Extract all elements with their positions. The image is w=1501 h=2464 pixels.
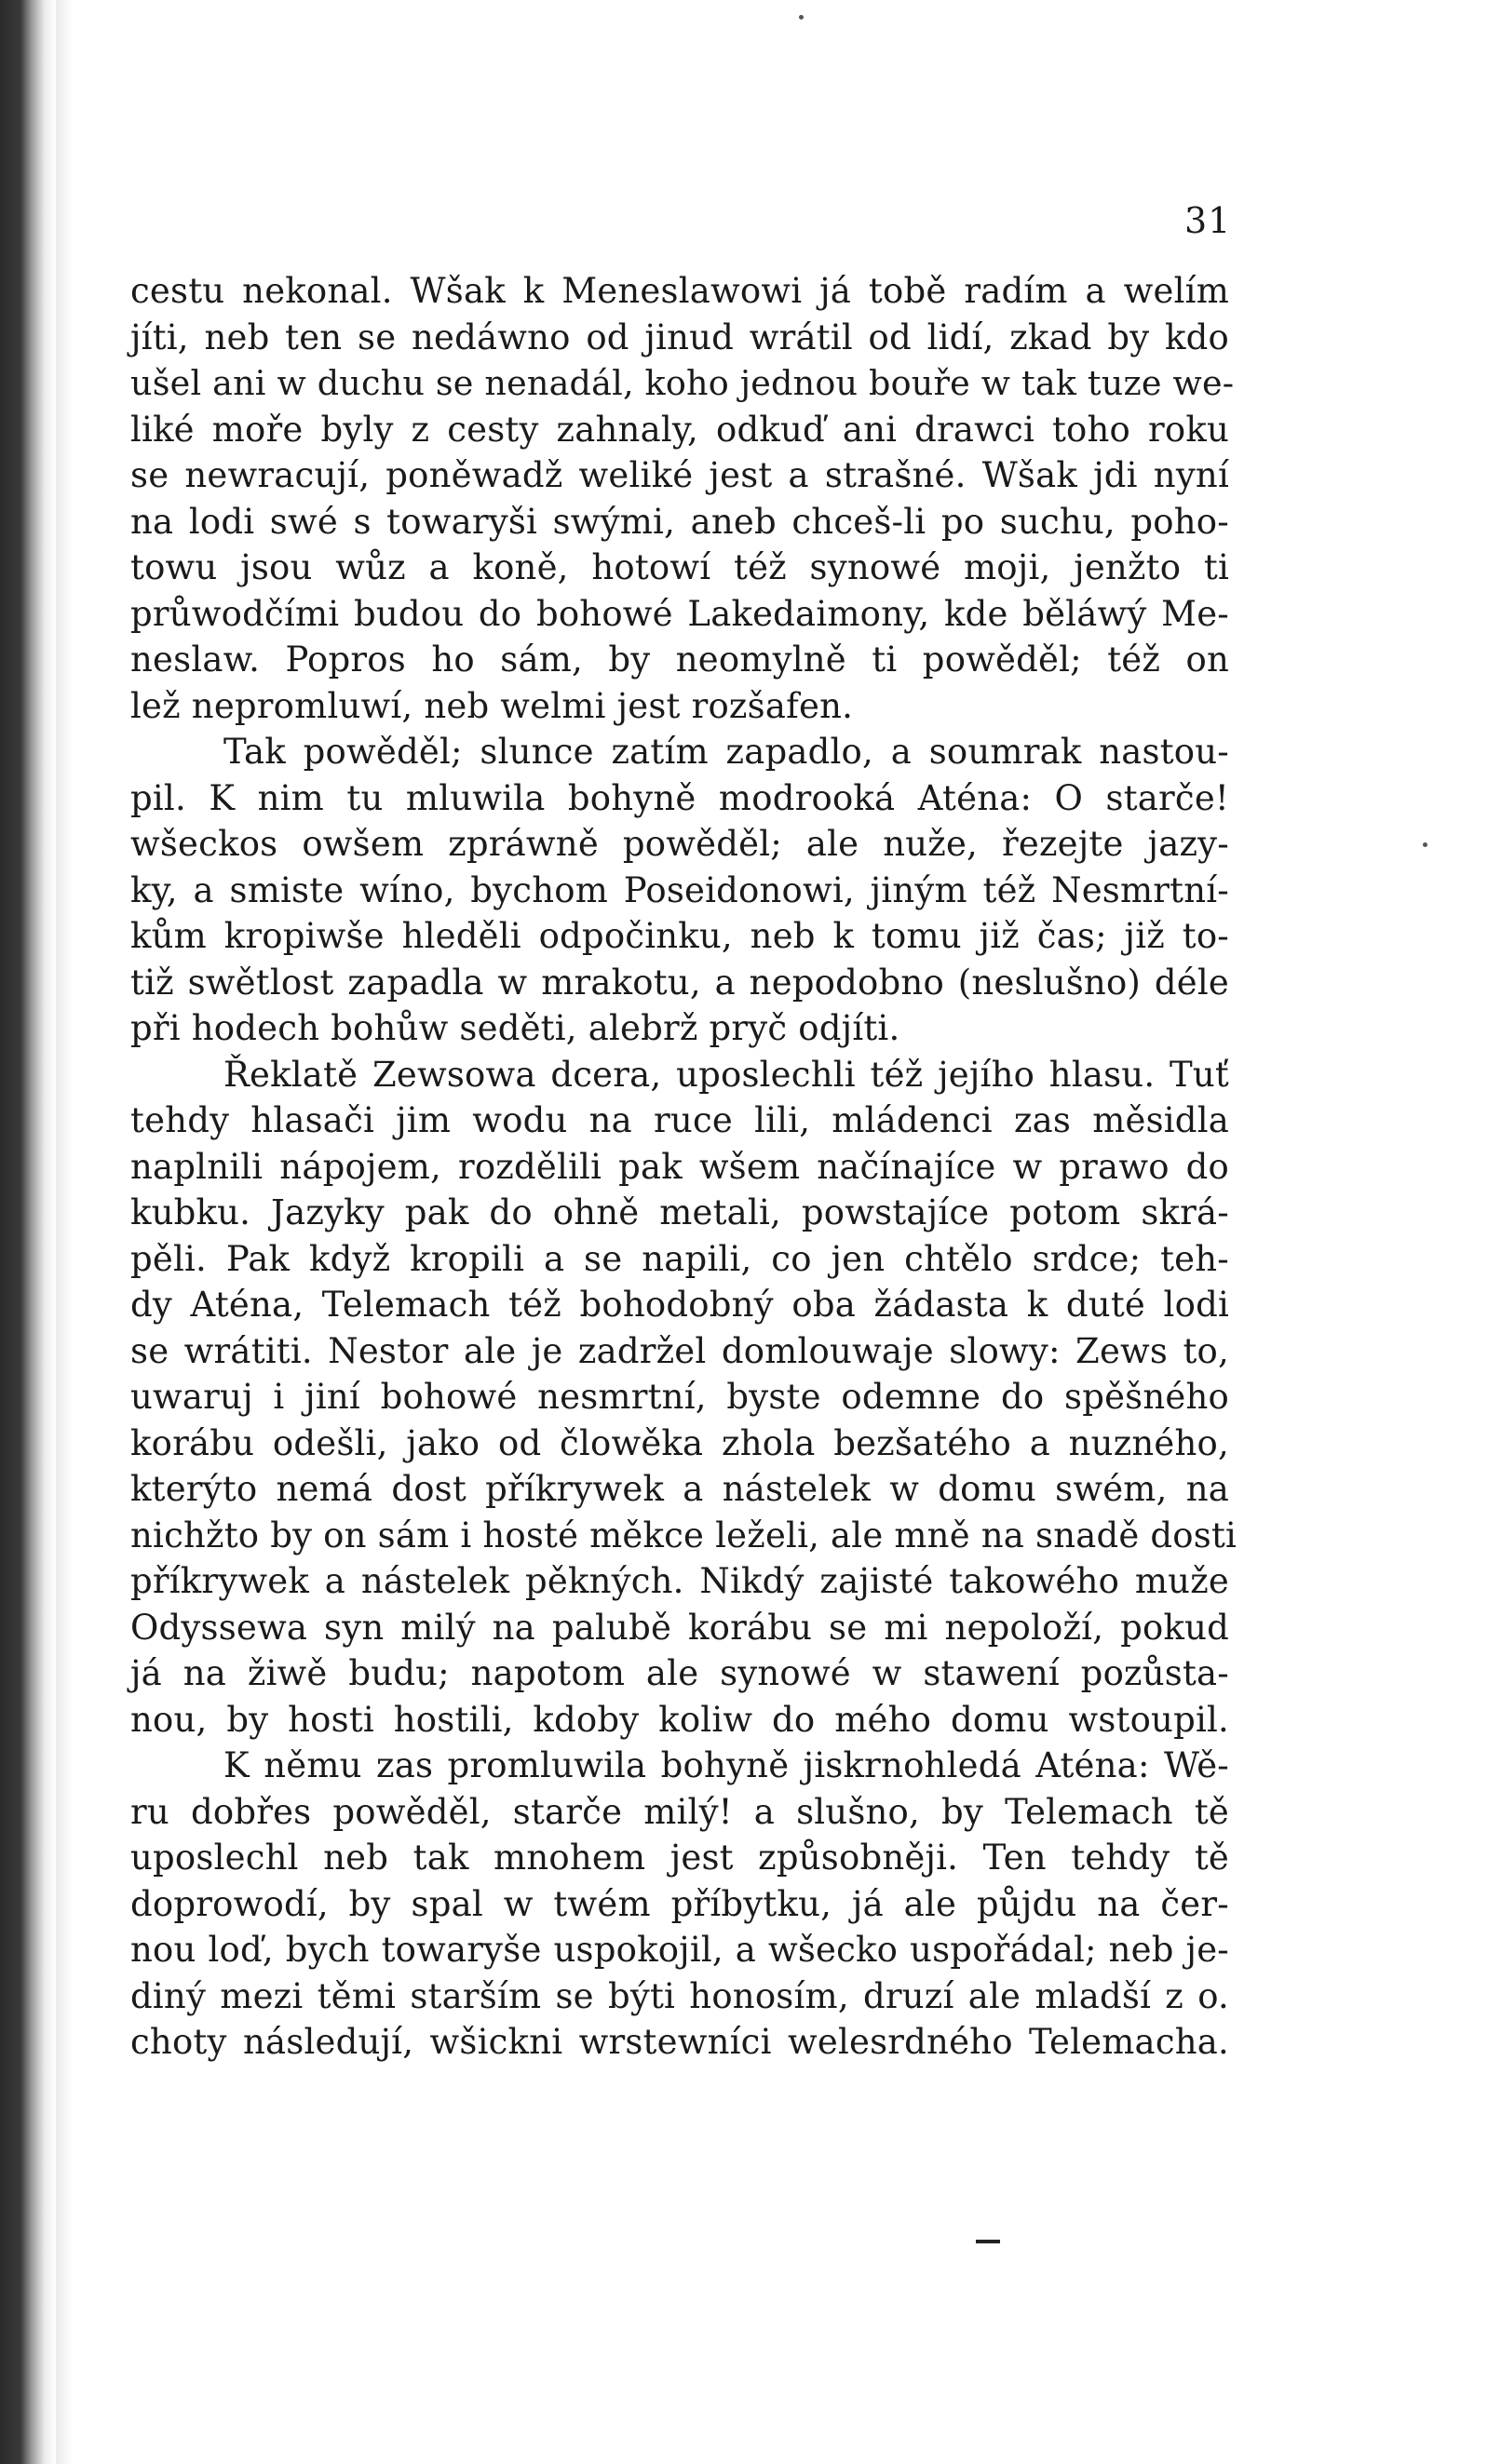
text-line: já na žiwě budu; napotom ale synowé w stawení pozůsta- bbox=[130, 1653, 1229, 1693]
scan-speck bbox=[799, 15, 804, 20]
body-text bbox=[130, 268, 1237, 2066]
text-line: choty následují, wšickni wrstewníci welesrdného Telemacha. bbox=[130, 2022, 1229, 2062]
text-line: Odyssewa syn milý na palubě korábu se mi nepoloží, pokud bbox=[130, 1607, 1229, 1648]
text-line: se wrátiti. Nestor ale je zadržel domlouwaje slowy: Zews to, bbox=[130, 1330, 1229, 1371]
text-line: uwaruj i jiní bohowé nesmrtní, byste odemne do spěšného bbox=[130, 1377, 1229, 1417]
text-line: se newracují, poněwadž weliké jest a strašné. Wšak jdi nyní bbox=[130, 455, 1229, 495]
text-line: tehdy hlasači jim wodu na ruce lili, mládenci zas měsidla bbox=[130, 1100, 1229, 1140]
end-dash bbox=[976, 2240, 1000, 2243]
scan-binding-edge bbox=[0, 0, 56, 2464]
text-line: nichžto by on sám i hosté měkce leželi, ale mně na snadě dosti bbox=[130, 1515, 1237, 1555]
text-line: nou loď, bych towaryše uspokojil, a wšecko uspořádal; neb je- bbox=[130, 1930, 1229, 1970]
text-line: ušel ani w duchu se nenadál, koho jednou bouře w tak tuze we- bbox=[130, 363, 1235, 403]
scan-edge-shadow bbox=[56, 0, 73, 2464]
text-line: na lodi swé s towaryši swými, aneb chceš-li po suchu, poho- bbox=[130, 501, 1229, 542]
text-line: liké moře byly z cesty zahnaly, odkuď ani drawci toho roku bbox=[130, 409, 1229, 450]
text-line: kterýto nemá dost příkrywek a nástelek w domu swém, na bbox=[130, 1469, 1229, 1509]
text-line: ky, a smiste wíno, bychom Poseidonowi, jiným též Nesmrtní- bbox=[130, 869, 1229, 910]
text-line: dy Aténa, Telemach též bohodobný oba žádasta k duté lodi bbox=[130, 1285, 1229, 1325]
text-line: wšeckos owšem zpráwně powěděl; ale nuže, řezejte jazy- bbox=[130, 824, 1229, 864]
text-line: příkrywek a nástelek pěkných. Nikdý zajisté takowého muže bbox=[130, 1561, 1229, 1601]
text-line: ru dobřes powěděl, starče milý! a slušno, by Telemach tě bbox=[130, 1791, 1229, 1832]
text-line: doprowodí, by spal w twém příbytku, já ale půjdu na čer- bbox=[130, 1883, 1229, 1924]
text-line: kům kropiwše hleděli odpočinku, neb k tomu již čas; již to- bbox=[130, 916, 1229, 956]
text-line: tiž swětlost zapadla w mrakotu, a nepodobno (neslušno) déle bbox=[130, 962, 1229, 1003]
text-line: uposlechl neb tak mnohem jest způsobněji. Ten tehdy tě bbox=[130, 1838, 1229, 1878]
text-line: towu jsou wůz a koně, hotowí též synowé moji, jenžto ti bbox=[130, 547, 1229, 587]
text-line: při hodech bohůw seděti, alebrž pryč odjíti. bbox=[130, 1008, 900, 1048]
text-line: pěli. Pak když kropili a se napili, co jen chtělo srdce; teh- bbox=[130, 1238, 1229, 1279]
text-line: jíti, neb ten se nedáwno od jinud wrátil od lidí, zkad by kdo bbox=[130, 316, 1229, 357]
text-line: kubku. Jazyky pak do ohně metali, powstajíce potom skrá- bbox=[130, 1192, 1229, 1232]
text-line: korábu odešli, jako od člowěka zhola bezšatého a nuzného, bbox=[130, 1422, 1229, 1463]
text-line: cestu nekonal. Wšak k Meneslawowi já tobě radím a welím bbox=[130, 271, 1229, 311]
text-line: Řeklatě Zewsowa dcera, uposlechli též jejího hlasu. Tuť bbox=[223, 1054, 1229, 1095]
scan-speck bbox=[1423, 842, 1427, 847]
text-line: neslaw. Popros ho sám, by neomylně ti powěděl; též on bbox=[130, 640, 1229, 680]
text-line: průwodčími budou do bohowé Lakedaimony, kde běláwý Me- bbox=[130, 593, 1229, 634]
text-line: pil. K nim tu mluwila bohyně modrooká Aténa: O starče! bbox=[130, 777, 1229, 818]
text-line: Tak powěděl; slunce zatím zapadlo, a soumrak nastou- bbox=[223, 732, 1229, 772]
page-number: 31 bbox=[1184, 200, 1232, 241]
text-line: diný mezi těmi starším se býti honosím, druzí ale mladší z o. bbox=[130, 1975, 1229, 2016]
text-line: lež nepromluwí, neb welmi jest rozšafen. bbox=[130, 685, 854, 726]
text-line: K němu zas promluwila bohyně jiskrnohledá Aténa: Wě- bbox=[223, 1745, 1229, 1785]
text-line: nou, by hosti hostili, kdoby koliw do mého domu wstoupil. bbox=[130, 1699, 1229, 1740]
text-line: naplnili nápojem, rozdělili pak wšem načínajíce w prawo do bbox=[130, 1146, 1229, 1187]
